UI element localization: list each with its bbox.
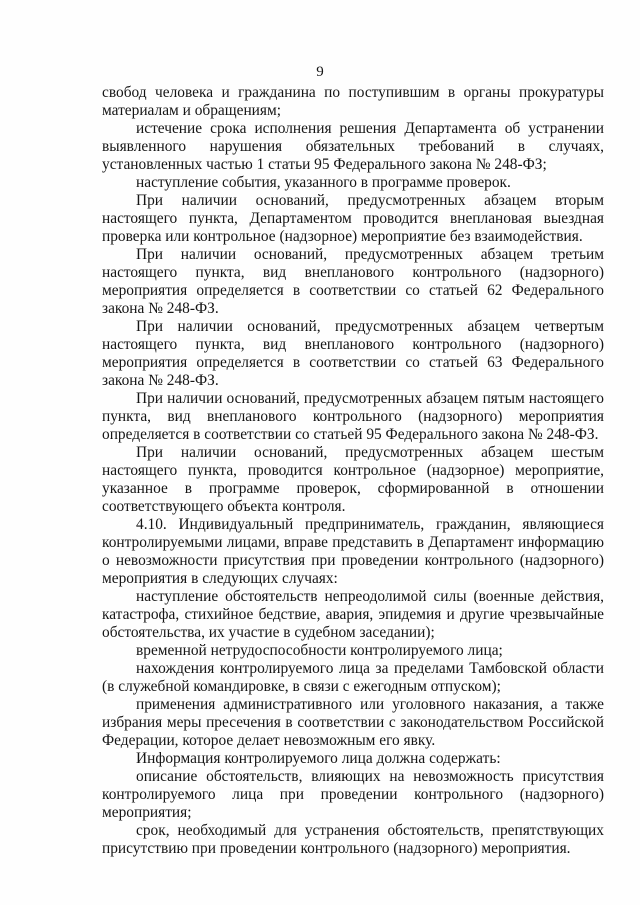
paragraph: При наличии оснований, предусмотренных абзацем третьим настоящего пункта, вид внепланового контрольного (надзорного) мероприятия определяется в соответствии со статьей 62 Федерального закона № 248-ФЗ. — [102, 246, 604, 317]
paragraph: 4.10. Индивидуальный предприниматель, гражданин, являющиеся контролируемыми лицами, вправе представить в Департамент информацию о невозможности присутствия при проведении контрольного (надзорного) мероприятия в следующих случаях: — [102, 516, 604, 587]
paragraph: При наличии оснований, предусмотренных абзацем шестым настоящего пункта, проводится контрольное (надзорное) мероприятие, указанное в программе проверок, сформированной в отношении соответствующего объекта контроля. — [102, 444, 604, 515]
paragraph: При наличии оснований, предусмотренных абзацем пятым настоящего пункта, вид внепланового контрольного (надзорного) мероприятия определяется в соответствии со статьей 95 Федерального закона № 248-ФЗ. — [102, 390, 604, 443]
paragraph: описание обстоятельств, влияющих на невозможность присутствия контролируемого лица при проведении контрольного (надзорного) мероприятия; — [102, 768, 604, 821]
paragraph: При наличии оснований, предусмотренных абзацем вторым настоящего пункта, Департаментом проводится внеплановая выездная проверка или контрольное (надзорное) мероприятие без взаимодействия. — [102, 192, 604, 245]
paragraph: истечение срока исполнения решения Департамента об устранении выявленного нарушения обязательных требований в случаях, установленных частью 1 статьи 95 Федерального закона № 248-ФЗ; — [102, 120, 604, 173]
paragraph: свобод человека и гражданина по поступившим в органы прокуратуры материалам и обращениям; — [102, 84, 604, 119]
paragraph: нахождения контролируемого лица за пределами Тамбовской области (в служебной командировке, в связи с ежегодным отпуском); — [102, 660, 604, 695]
paragraph: Информация контролируемого лица должна содержать: — [136, 750, 501, 767]
paragraph: применения административного или уголовного наказания, а также избрания меры пресечения в соответствии с законодательством Российской Федерации, которое делает невозможным его явку. — [102, 696, 604, 749]
page-number: 9 — [316, 64, 324, 80]
paragraph: временной нетрудоспособности контролируемого лица; — [136, 642, 503, 659]
paragraph: При наличии оснований, предусмотренных абзацем четвертым настоящего пункта, вид внепланового контрольного (надзорного) мероприятия определяется в соответствии со статьей 63 Федерального закона № 248-ФЗ. — [102, 318, 604, 389]
paragraph: срок, необходимый для устранения обстоятельств, препятствующих присутствию при проведении контрольного (надзорного) мероприятия. — [102, 822, 604, 857]
document-body — [102, 84, 604, 858]
paragraph: наступление обстоятельств непреодолимой силы (военные действия, катастрофа, стихийное бедствие, авария, эпидемия и другие чрезвычайные обстоятельства, их участие в судебном заседании); — [102, 588, 604, 641]
paragraph: наступление события, указанного в программе проверок. — [136, 174, 511, 191]
